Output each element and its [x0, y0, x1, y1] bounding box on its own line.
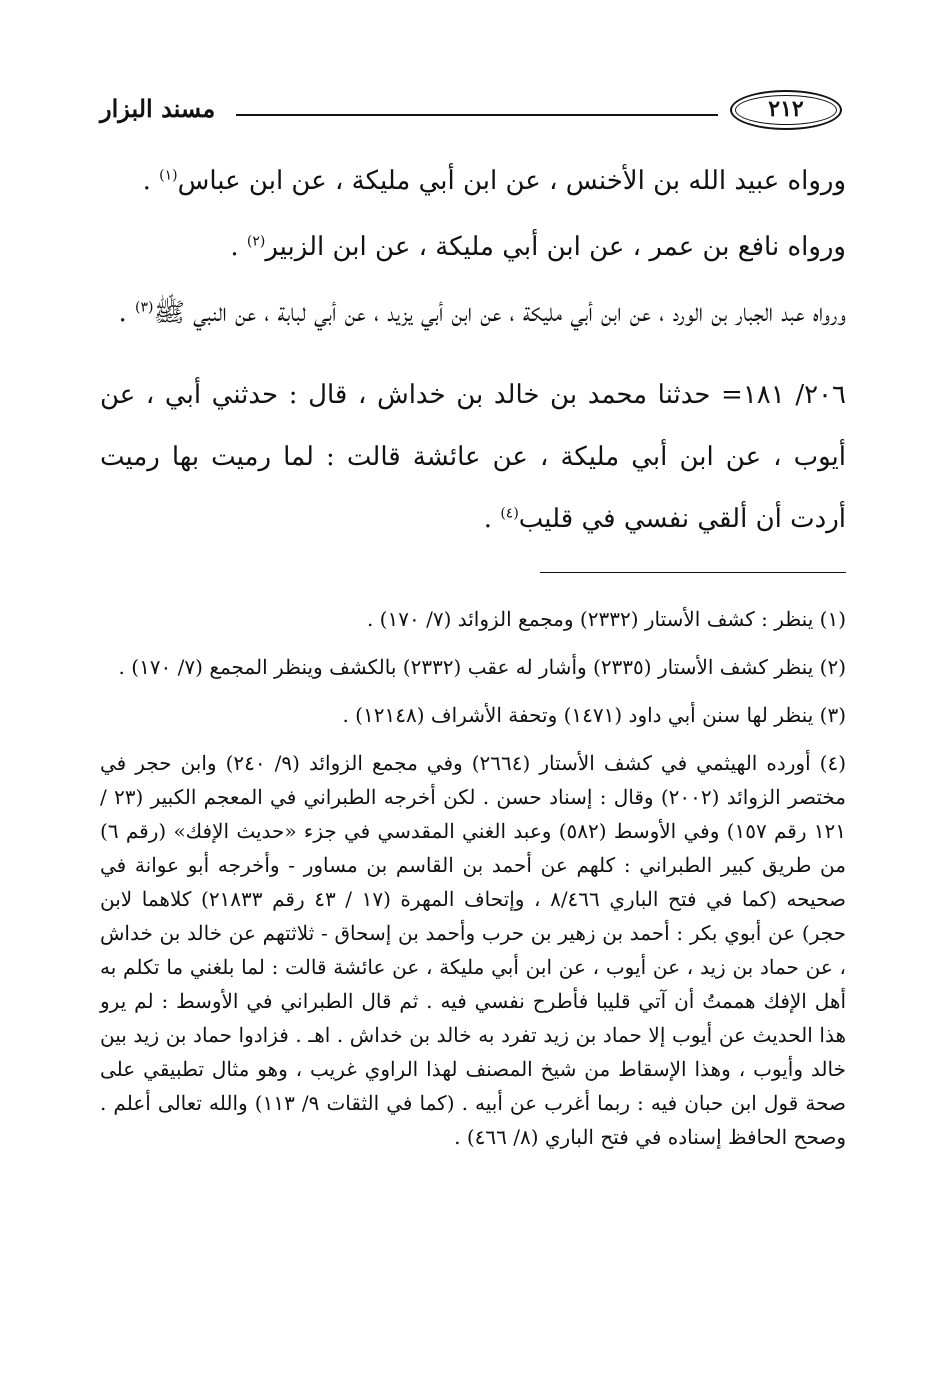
footnote-marker-4[interactable]: (٤)	[500, 505, 519, 522]
footnote-marker-2[interactable]: (٢)	[246, 233, 266, 250]
narration-paragraph-3: ورواه عبد الجبار بن الورد ، عن ابن أبي مليكة ، عن ابن أبي يزيد ، عن أبي لبابة ، عن النبي ﷺ$^{(٣)}$ .	[118, 298, 846, 328]
footnote-3: (٣) ينظر لها سنن أبي داود (١٤٧١) وتحفة الأشراف (١٢١٤٨) .	[342, 703, 846, 727]
footnote-separator	[540, 572, 846, 573]
header-rule	[236, 114, 718, 116]
footnote-2: (٢) ينظر كشف الأستار (٢٣٣٥) وأشار له عقب (٢٣٣٢) بالكشف وينظر المجمع (٧/ ١٧٠) .	[118, 655, 846, 679]
footnote-1: (١) ينظر : كشف الأستار (٢٣٣٢) ومجمع الزوائد (٧/ ١٧٠) .	[366, 607, 846, 631]
page-number: ٢١٢	[768, 96, 804, 122]
footnote-marker-1[interactable]: (١)	[159, 167, 178, 184]
footnotes	[100, 602, 846, 1168]
page-number-badge	[730, 90, 842, 130]
book-title: مسند البزار	[100, 94, 216, 123]
footnote-marker-3[interactable]: (٣)	[135, 299, 154, 316]
narration-paragraph-1: ورواه عبيد الله بن الأخنس ، عن ابن أبي مليكة ، عن ابن عباس$^{(١)}$ .	[142, 166, 846, 196]
main-text	[100, 150, 846, 550]
running-header	[100, 86, 846, 136]
hadith-paragraph: ٢٠٦/ ١٨١= حدثنا محمد بن خالد بن خداش ، قال : حدثني أبي ، عن أيوب ، عن ابن أبي مليكة ، عن عائشة قالت : لما رميت بها رميت أردت أن ألقي نفسي في قليب$^{(٤)}$ .	[100, 380, 846, 534]
footnote-4: (٤) أورده الهيثمي في كشف الأستار (٢٦٦٤) وفي مجمع الزوائد (٩/ ٢٤٠) وابن حجر في مختصر الزوائد (٢٠٠٢) وقال : إسناد حسن . لكن أخرجه الطبراني في المعجم الكبير (٢٣ / ١٢١ رقم ١٥٧) وفي الأوسط (٥٨٢) وعبد الغني المقدسي في جزء «حديث الإفك» (رقم ٦) من طريق كبير الطبراني : كلهم عن أحمد بن القاسم بن مساور - وأخرجه أبو عوانة في صحيحه (كما في فتح الباري ٨/٤٦٦ ، وإتحاف المهرة (١٧ / ٤٣ رقم ٢١٨٣٣) كلاهما لابن حجر) عن أبوي بكر : أحمد بن زهير بن حرب وأحمد بن إسحاق - ثلاثتهم عن خالد بن خداش ، عن حماد بن زيد ، عن أيوب ، عن ابن أبي مليكة ، عن عائشة قالت : لما بلغني ما تكلم به أهل الإفك هممتُ أن آتي قليبا فأطرح نفسي فيه . ثم قال الطبراني في الأوسط : لم يرو هذا الحديث عن أيوب إلا حماد بن زيد تفرد به خالد بن خداش . اهـ . فزادوا حماد بن زيد بين خالد وأيوب ، وهذا الإسقاط من شيخ المصنف لهذا الراوي غريب ، وهو مثال تطبيقي على صحة قول ابن حبان فيه : ربما أغرب عن أبيه . (كما في الثقات ٩/ ١١٣) والله تعالى أعلم . وصحح الحافظ إسناده في فتح الباري (٨/ ٤٦٦) .	[100, 751, 847, 1149]
narration-paragraph-2: ورواه نافع بن عمر ، عن ابن أبي مليكة ، عن ابن الزبير$^{(٢)}$ .	[230, 232, 846, 262]
